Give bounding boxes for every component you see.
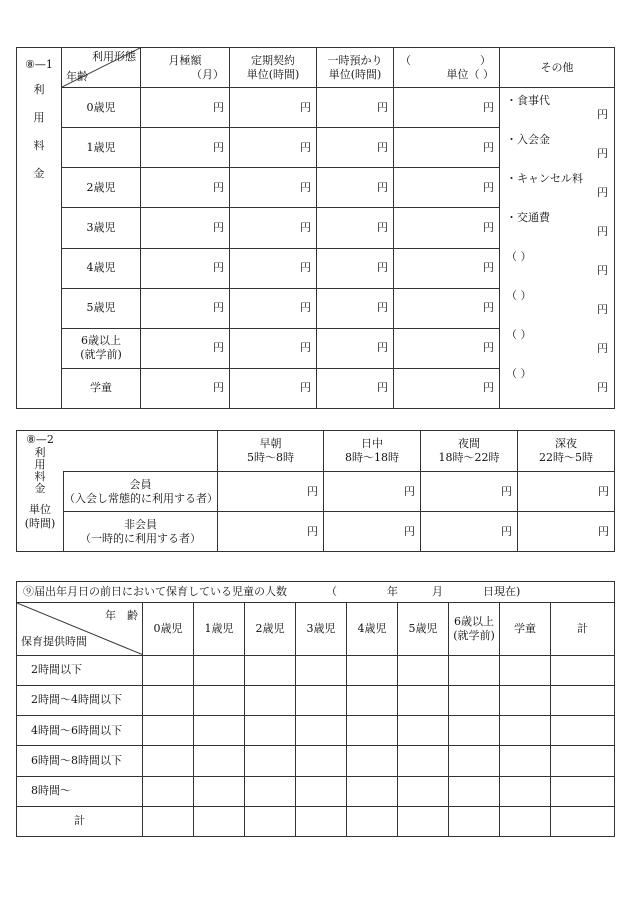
table-row <box>17 685 615 715</box>
count-cell[interactable] <box>449 716 500 746</box>
diag-top-label: 利用形態 <box>92 50 136 63</box>
count-cell[interactable] <box>551 746 615 776</box>
other-item-custom[interactable]: （ ） 円 <box>506 367 608 394</box>
count-cell[interactable] <box>347 655 398 685</box>
count-cell[interactable] <box>194 655 245 685</box>
table-row-total <box>17 806 615 836</box>
col-night: 夜間 18時〜22時 <box>421 431 518 472</box>
count-cell[interactable] <box>143 655 194 685</box>
count-cell[interactable] <box>347 716 398 746</box>
count-cell[interactable] <box>143 716 194 746</box>
fee-cell[interactable]: 円 <box>324 512 421 552</box>
count-cell[interactable] <box>245 746 296 776</box>
fee-cell[interactable]: 円 <box>317 88 394 128</box>
other-item[interactable]: ・キャンセル料 円 <box>506 172 608 199</box>
fee-cell[interactable]: 円 <box>141 288 230 328</box>
diag-bottom-label: 年齢 <box>66 70 88 83</box>
fee-cell[interactable]: 円 <box>230 128 317 168</box>
count-cell[interactable] <box>245 776 296 806</box>
section-side-label <box>17 431 64 552</box>
fee-cell[interactable]: 円 <box>141 248 230 288</box>
count-cell[interactable] <box>500 655 551 685</box>
table-row <box>17 512 615 552</box>
usage-fee-table <box>16 47 615 409</box>
date-month-label[interactable]: 月 <box>432 585 443 599</box>
count-cell[interactable] <box>398 655 449 685</box>
diag-top-label: 年 齢 <box>105 609 138 623</box>
count-cell[interactable] <box>500 746 551 776</box>
fee-cell[interactable]: 円 <box>518 472 615 512</box>
count-cell[interactable] <box>500 776 551 806</box>
row-label: 2歳児 <box>62 168 141 208</box>
fee-cell[interactable]: 円 <box>230 168 317 208</box>
fee-cell[interactable]: 円 <box>394 328 500 368</box>
table-row <box>17 472 615 512</box>
unit-label: 単位 (時間) <box>24 503 56 530</box>
count-cell[interactable] <box>347 746 398 776</box>
fee-cell[interactable]: 円 <box>141 128 230 168</box>
other-item-custom[interactable]: （ ） 円 <box>506 328 608 355</box>
other-item[interactable]: ・食事代 円 <box>506 94 608 121</box>
count-cell[interactable] <box>449 746 500 776</box>
row-label: 6歳以上 (就学前) <box>62 328 141 368</box>
row-label: 2時間以下 <box>17 655 143 685</box>
count-cell[interactable] <box>347 685 398 715</box>
row-label: 学童 <box>62 368 141 408</box>
fee-cell[interactable]: 円 <box>518 512 615 552</box>
fee-cell[interactable]: 円 <box>317 248 394 288</box>
row-label: 6時間〜8時間以下 <box>17 746 143 776</box>
fee-cell[interactable]: 円 <box>230 328 317 368</box>
count-cell[interactable] <box>500 716 551 746</box>
count-cell[interactable] <box>194 806 245 836</box>
fee-cell[interactable]: 円 <box>317 328 394 368</box>
count-cell[interactable] <box>194 685 245 715</box>
section-side-label <box>17 48 62 409</box>
col-temporary: 一時預かり 単位(時間) <box>317 48 394 88</box>
date-open-paren: （ <box>326 585 337 599</box>
row-label-nonmember: 非会員 （一時的に利用する者） <box>64 512 218 552</box>
col-header: 1歳児 <box>194 603 245 655</box>
col-header: 4歳児 <box>347 603 398 655</box>
table-title-row <box>17 582 615 603</box>
count-cell[interactable] <box>398 806 449 836</box>
count-cell[interactable] <box>245 716 296 746</box>
row-label: 4歳児 <box>62 248 141 288</box>
fee-cell[interactable]: 円 <box>141 208 230 248</box>
row-label-total: 計 <box>17 806 143 836</box>
other-fees <box>500 88 615 409</box>
row-label-member: 会員 （入会し常態的に利用する者） <box>64 472 218 512</box>
fee-cell[interactable]: 円 <box>421 512 518 552</box>
count-cell[interactable] <box>551 685 615 715</box>
other-item-custom[interactable]: （ ） 円 <box>506 250 608 277</box>
fee-cell[interactable]: 円 <box>141 368 230 408</box>
fee-cell[interactable]: 円 <box>218 472 324 512</box>
count-cell[interactable] <box>551 776 615 806</box>
fee-cell[interactable]: 円 <box>317 168 394 208</box>
fee-cell[interactable]: 円 <box>317 288 394 328</box>
count-cell[interactable] <box>296 806 347 836</box>
row-label: 3歳児 <box>62 208 141 248</box>
count-cell[interactable] <box>194 746 245 776</box>
col-header: 0歳児 <box>143 603 194 655</box>
count-cell[interactable] <box>143 806 194 836</box>
other-item[interactable]: ・交通費 円 <box>506 211 608 238</box>
fee-cell[interactable]: 円 <box>394 128 500 168</box>
count-cell[interactable] <box>143 776 194 806</box>
count-cell[interactable] <box>398 716 449 746</box>
fee-cell[interactable]: 円 <box>230 368 317 408</box>
count-cell[interactable] <box>449 655 500 685</box>
count-cell[interactable] <box>500 685 551 715</box>
fee-cell[interactable]: 円 <box>141 88 230 128</box>
count-cell[interactable] <box>194 776 245 806</box>
date-year-label[interactable]: 年 <box>387 585 398 599</box>
count-cell[interactable] <box>398 776 449 806</box>
col-header: 5歳児 <box>398 603 449 655</box>
fee-cell[interactable]: 円 <box>394 368 500 408</box>
count-cell[interactable] <box>143 685 194 715</box>
col-late-night: 深夜 22時〜5時 <box>518 431 615 472</box>
fee-cell[interactable]: 円 <box>394 168 500 208</box>
count-cell[interactable] <box>245 806 296 836</box>
count-cell[interactable] <box>143 746 194 776</box>
count-cell[interactable] <box>551 806 615 836</box>
other-item-custom[interactable]: （ ） 円 <box>506 289 608 316</box>
fee-cell[interactable]: 円 <box>421 472 518 512</box>
count-cell[interactable] <box>194 716 245 746</box>
diag-bottom-label: 保育提供時間 <box>21 634 87 648</box>
row-label: 4時間〜6時間以下 <box>17 716 143 746</box>
count-cell[interactable] <box>245 655 296 685</box>
col-custom: （ ） 単位（ ） <box>394 48 500 88</box>
count-cell[interactable] <box>296 776 347 806</box>
col-early-morning: 早朝 5時〜8時 <box>218 431 324 472</box>
col-header: 3歳児 <box>296 603 347 655</box>
count-cell[interactable] <box>449 685 500 715</box>
fee-cell[interactable]: 円 <box>317 128 394 168</box>
col-header-total: 計 <box>551 603 615 655</box>
count-cell[interactable] <box>398 685 449 715</box>
count-cell[interactable] <box>398 746 449 776</box>
count-cell[interactable] <box>449 806 500 836</box>
row-label: 2時間〜4時間以下 <box>17 685 143 715</box>
blank-header <box>64 431 218 472</box>
fee-cell[interactable]: 円 <box>141 168 230 208</box>
fee-cell[interactable]: 円 <box>317 208 394 248</box>
count-cell[interactable] <box>500 806 551 836</box>
fee-cell[interactable]: 円 <box>230 88 317 128</box>
count-cell[interactable] <box>245 685 296 715</box>
children-count-table <box>16 581 615 837</box>
diagonal-header <box>62 48 141 88</box>
side-char: 金 <box>33 167 45 180</box>
col-header: 学童 <box>500 603 551 655</box>
count-cell[interactable] <box>296 685 347 715</box>
row-label: 1歳児 <box>62 128 141 168</box>
count-cell[interactable] <box>347 806 398 836</box>
count-cell[interactable] <box>551 716 615 746</box>
col-header: 6歳以上 (就学前) <box>449 603 500 655</box>
col-daytime: 日中 8時〜18時 <box>324 431 421 472</box>
fee-cell[interactable]: 円 <box>317 368 394 408</box>
table-row <box>17 746 615 776</box>
table-row <box>17 716 615 746</box>
side-char: 利 <box>33 83 45 96</box>
row-label: 8時間〜 <box>17 776 143 806</box>
count-cell[interactable] <box>296 716 347 746</box>
date-day-label[interactable]: 日現在) <box>483 585 521 599</box>
section-number: ⑧—2 <box>26 433 54 446</box>
row-label: 0歳児 <box>62 88 141 128</box>
row-label: 5歳児 <box>62 288 141 328</box>
table-row <box>17 88 615 128</box>
fee-cell[interactable]: 円 <box>394 288 500 328</box>
section-number: ⑧—1 <box>25 58 53 71</box>
side-char: 料 <box>33 139 45 152</box>
table-title: ⑨届出年月日の前日において保育している児童の人数 <box>23 585 287 599</box>
fee-cell[interactable]: 円 <box>394 88 500 128</box>
table-row <box>17 776 615 806</box>
table-row <box>17 655 615 685</box>
col-other: その他 <box>500 48 615 88</box>
count-cell[interactable] <box>296 746 347 776</box>
col-periodic: 定期契約 単位(時間) <box>230 48 317 88</box>
hourly-fee-table <box>16 430 615 552</box>
fee-cell[interactable]: 円 <box>394 248 500 288</box>
col-monthly: 月極額 （月） <box>141 48 230 88</box>
count-cell[interactable] <box>551 655 615 685</box>
fee-cell[interactable]: 円 <box>394 208 500 248</box>
count-cell[interactable] <box>296 655 347 685</box>
side-char: 用 <box>33 111 45 124</box>
count-cell[interactable] <box>449 776 500 806</box>
col-header: 2歳児 <box>245 603 296 655</box>
diagonal-header <box>17 603 143 655</box>
fee-cell[interactable]: 円 <box>230 208 317 248</box>
other-item[interactable]: ・入会金 円 <box>506 133 608 160</box>
fee-cell[interactable]: 円 <box>230 248 317 288</box>
fee-cell[interactable]: 円 <box>141 328 230 368</box>
fee-cell[interactable]: 円 <box>218 512 324 552</box>
fee-cell[interactable]: 円 <box>324 472 421 512</box>
count-cell[interactable] <box>347 776 398 806</box>
side-label: 利 用 料 金 <box>34 446 46 495</box>
fee-cell[interactable]: 円 <box>230 288 317 328</box>
